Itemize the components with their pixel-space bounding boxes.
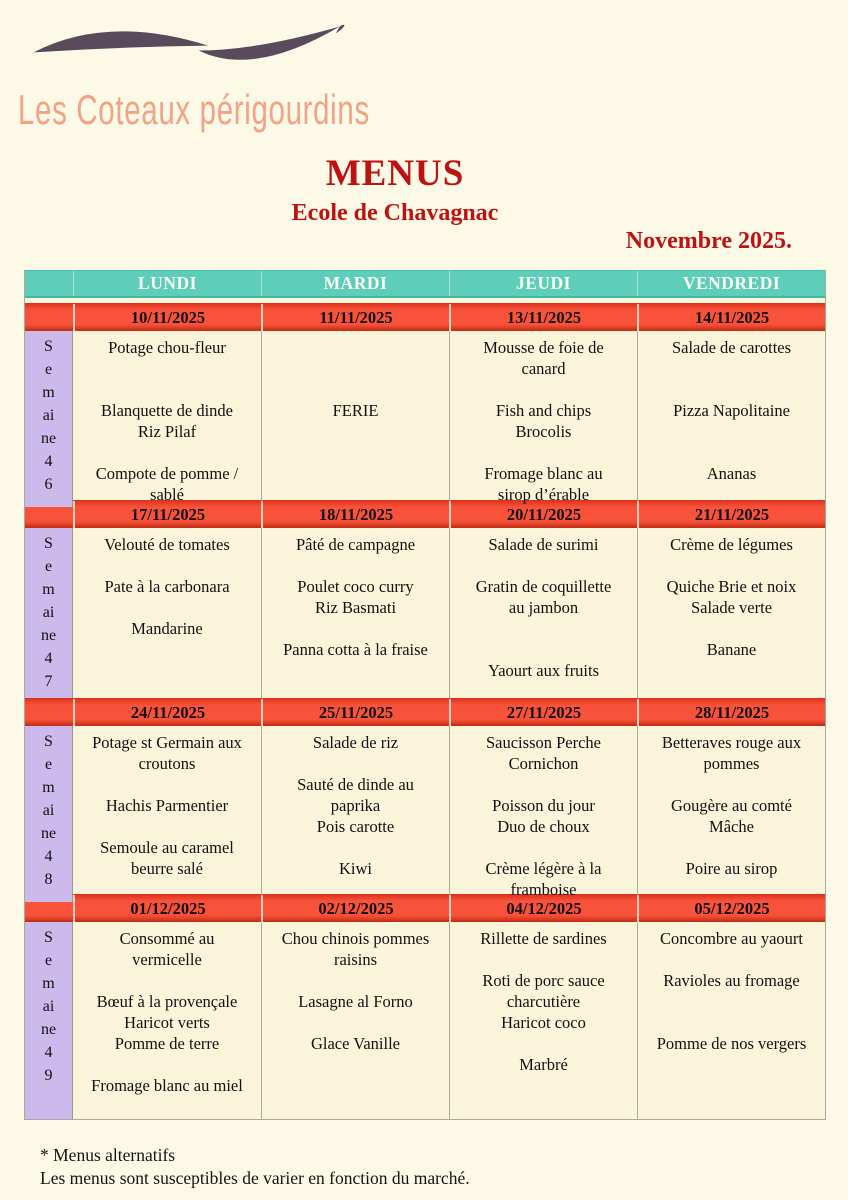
footer-note-disclaimer: Les menus sont susceptibles de varier en fonction du marché. (40, 1168, 470, 1188)
day-header-jeudi: JEUDI (449, 271, 637, 296)
menu-blank-line (265, 555, 446, 576)
menu-cell (449, 726, 637, 902)
menu-item-line: Pois carotte (316, 817, 395, 836)
menu-item-line: Ananas (706, 464, 757, 483)
date-cell: 27/11/2025 (449, 699, 637, 726)
menu-cell (637, 331, 825, 507)
menu-cell (449, 922, 637, 1119)
date-row (25, 500, 825, 528)
menu-item-line: Ravioles au fromage (663, 971, 800, 990)
menu-blank-line (453, 379, 634, 400)
week-label (25, 331, 73, 507)
date-cell: 13/11/2025 (449, 304, 637, 331)
menu-cell (73, 528, 261, 698)
menu-item-line: Salade de riz (312, 733, 399, 752)
date-row (25, 303, 825, 331)
menu-cell (637, 528, 825, 698)
week-label-line: 4 (44, 453, 53, 470)
menu-item-line: canard (521, 359, 566, 378)
menu-item-line: Yaourt aux fruits (487, 661, 600, 680)
menu-blank-line (453, 774, 634, 795)
menu-item-line: Crème de légumes (670, 535, 793, 554)
menu-item-line: Lasagne al Forno (298, 992, 413, 1011)
menu-cell (73, 922, 261, 1119)
week-label-line: 4 (44, 1044, 53, 1061)
menu-blank-line (76, 597, 258, 618)
menu-item-line: sablé (150, 485, 184, 504)
date-corner-cell (25, 501, 73, 528)
menu-blank-line (641, 421, 822, 442)
week-label-line: S (44, 535, 53, 552)
date-cell: 18/11/2025 (261, 501, 449, 528)
week-label-line: 4 (44, 848, 53, 865)
menu-item-line: Chou chinois pommes (281, 929, 430, 948)
menu-item-line: Bœuf à la provençale (96, 992, 238, 1011)
menu-item-line: Haricot verts (124, 1013, 210, 1032)
menu-item-line: Mousse de foie de (483, 338, 604, 357)
menu-item-line: Rillette de sardines (480, 929, 607, 948)
day-header-lundi: LUNDI (73, 271, 261, 296)
menu-blank-line (76, 442, 258, 463)
menu-blank-line (641, 358, 822, 379)
week-label-line: e (44, 952, 53, 969)
menu-item-line: framboise (510, 880, 577, 899)
day-header-mardi: MARDI (261, 271, 449, 296)
date-cell: 14/11/2025 (637, 304, 825, 331)
date-cell: 11/11/2025 (261, 304, 449, 331)
week-label-line: m (42, 779, 55, 796)
menu-item-line: Marbré (519, 1055, 568, 1074)
week-label-line: ai (42, 802, 55, 819)
menu-item-line: Panna cotta à la fraise (283, 640, 428, 659)
menu-blank-line (453, 555, 634, 576)
menu-item-line: sirop d’érable (497, 485, 590, 504)
menu-item-line: Betteraves rouge aux (661, 733, 802, 752)
week-label-line: e (44, 756, 53, 773)
week-label-line: ne (40, 627, 57, 644)
day-header-row (25, 270, 825, 298)
menu-blank-line (641, 774, 822, 795)
menu-blank-line (453, 618, 634, 639)
menu-item-line: Riz Pilaf (137, 422, 197, 441)
menu-item-line: Duo de choux (497, 817, 590, 836)
menu-item-line: Hachis Parmentier (105, 796, 229, 815)
menu-cell (261, 726, 449, 902)
menu-item-line: Pomme de terre (114, 1034, 220, 1053)
week-label-line: ai (42, 407, 55, 424)
menu-blank-line (76, 774, 258, 795)
menu-item-line: Saucisson Perche (485, 733, 602, 752)
week-label-line: S (44, 338, 53, 355)
menu-item-line: FERIE (332, 401, 379, 420)
menu-blank-line (76, 555, 258, 576)
week-label (25, 528, 73, 698)
week-label-line: ne (40, 430, 57, 447)
menu-item-line: Brocolis (515, 422, 572, 441)
page-title: MENUS (325, 153, 465, 194)
logo-swoosh-icon (30, 14, 348, 86)
week-content-row (25, 528, 825, 698)
menu-table (24, 270, 826, 1120)
logo (18, 14, 521, 134)
menu-cell (637, 726, 825, 902)
header-corner-cell (25, 271, 73, 296)
footer-notes (40, 1144, 470, 1190)
week-label-line: m (42, 975, 55, 992)
date-cell: 28/11/2025 (637, 699, 825, 726)
menu-item-line: Fromage blanc au (484, 464, 603, 483)
menu-item-line: croutons (138, 754, 196, 773)
menu-item-line: Glace Vanille (310, 1034, 401, 1053)
menu-item-line: Velouté de tomates (104, 535, 230, 554)
menu-cell (261, 528, 449, 698)
menu-cell (73, 331, 261, 507)
menu-blank-line (76, 816, 258, 837)
menu-item-line: Poisson du jour (492, 796, 595, 815)
menu-cell (73, 726, 261, 902)
date-cell: 05/12/2025 (637, 895, 825, 922)
date-corner-cell (25, 304, 73, 331)
menu-item-line: Consommé au (119, 929, 215, 948)
menu-item-line: Concombre au yaourt (660, 929, 803, 948)
menu-blank-line (641, 618, 822, 639)
date-corner-cell (25, 699, 73, 726)
week-label-line: 6 (44, 476, 53, 493)
menu-item-line: Sauté de dinde au (297, 775, 414, 794)
period-label: Novembre 2025. (625, 228, 792, 254)
footer-note-alternative: * Menus alternatifs (40, 1145, 176, 1165)
menu-item-line: vermicelle (132, 950, 202, 969)
menu-blank-line (76, 358, 258, 379)
date-cell: 17/11/2025 (73, 501, 261, 528)
menu-item-line: Riz Basmati (314, 598, 397, 617)
menu-item-line: Pomme de nos vergers (656, 1034, 807, 1053)
menu-blank-line (453, 837, 634, 858)
menu-blank-line (265, 358, 446, 379)
week-label-line: ne (40, 1021, 57, 1038)
menu-blank-line (76, 970, 258, 991)
menu-blank-line (641, 837, 822, 858)
logo-wordmark: Les Coteaux périgourdins (18, 86, 370, 133)
menu-blank-line (265, 970, 446, 991)
menu-item-line: au jambon (508, 598, 579, 617)
menu-cell (261, 331, 449, 507)
menu-item-line: Salade verte (690, 598, 773, 617)
menu-item-line: Quiche Brie et noix (666, 577, 797, 596)
week-label-line: S (44, 929, 53, 946)
week-label (25, 922, 73, 1119)
school-subtitle: Ecole de Chavagnac (291, 200, 499, 226)
week-label-line: 9 (44, 1067, 53, 1084)
date-cell: 10/11/2025 (73, 304, 261, 331)
menu-item-line: Banane (706, 640, 757, 659)
menu-cell (449, 528, 637, 698)
menu-item-line: Salade de surimi (488, 535, 599, 554)
menu-item-line: charcutière (506, 992, 581, 1011)
date-row (25, 894, 825, 922)
day-header-vendredi: VENDREDI (637, 271, 825, 296)
menu-item-line: beurre salé (131, 859, 203, 878)
week-label-line: ai (42, 604, 55, 621)
menu-item-line: Salade de carottes (671, 338, 792, 357)
menu-blank-line (76, 1054, 258, 1075)
menu-item-line: Gratin de coquillette (475, 577, 612, 596)
menu-blank-line (265, 1012, 446, 1033)
date-cell: 04/12/2025 (449, 895, 637, 922)
menu-item-line: Cornichon (508, 754, 579, 773)
menu-blank-line (641, 555, 822, 576)
menu-item-line: Poire au sirop (685, 859, 778, 878)
menu-cell (449, 331, 637, 507)
menu-item-line: Potage st Germain aux (92, 733, 242, 752)
date-row (25, 698, 825, 726)
menu-item-line: Potage chou-fleur (108, 338, 226, 357)
date-cell: 02/12/2025 (261, 895, 449, 922)
menu-item-line: Semoule au caramel (100, 838, 234, 857)
date-cell: 21/11/2025 (637, 501, 825, 528)
menu-item-line: Pâté de campagne (295, 535, 416, 554)
menu-item-line: raisins (333, 950, 378, 969)
week-label-line: ne (40, 825, 57, 842)
week-label-line: 4 (44, 650, 53, 667)
menu-item-line: Pate à la carbonara (104, 577, 230, 596)
menu-blank-line (641, 1012, 822, 1033)
menu-item-line: Compote de pomme / (95, 464, 239, 483)
menu-blank-line (453, 639, 634, 660)
week-label-line: e (44, 558, 53, 575)
menu-item-line: Roti de porc sauce (482, 971, 605, 990)
week-label-line: S (44, 733, 53, 750)
menu-blank-line (453, 1033, 634, 1054)
menu-blank-line (265, 618, 446, 639)
menu-item-line: Mâche (709, 817, 754, 836)
menu-item-line: Crème légère à la (485, 859, 602, 878)
date-cell: 01/12/2025 (73, 895, 261, 922)
menu-blank-line (641, 379, 822, 400)
menu-cell (261, 922, 449, 1119)
date-cell: 25/11/2025 (261, 699, 449, 726)
week-label (25, 726, 73, 902)
menu-blank-line (76, 379, 258, 400)
week-label-line: m (42, 384, 55, 401)
menu-blank-line (265, 337, 446, 358)
week-content-row (25, 726, 825, 899)
menu-blank-line (453, 442, 634, 463)
date-cell: 20/11/2025 (449, 501, 637, 528)
week-content-row (25, 331, 825, 504)
menu-item-line: paprika (330, 796, 381, 815)
week-label-line: 8 (44, 871, 53, 888)
menu-blank-line (641, 991, 822, 1012)
week-label-line: m (42, 581, 55, 598)
menu-blank-line (265, 753, 446, 774)
date-corner-cell (25, 895, 73, 922)
menu-blank-line (453, 949, 634, 970)
menu-item-line: Kiwi (339, 859, 372, 878)
menu-cell (637, 922, 825, 1119)
menu-item-line: Haricot coco (501, 1013, 586, 1032)
menu-item-line: Blanquette de dinde (101, 401, 233, 420)
menu-item-line: Mandarine (131, 619, 203, 638)
menu-blank-line (641, 442, 822, 463)
menu-item-line: pommes (703, 754, 760, 773)
date-cell: 24/11/2025 (73, 699, 261, 726)
menu-item-line: Fromage blanc au miel (91, 1076, 243, 1095)
menu-item-line: Pizza Napolitaine (673, 401, 790, 420)
week-content-row (25, 922, 825, 1119)
menu-blank-line (265, 379, 446, 400)
menu-blank-line (641, 949, 822, 970)
week-label-line: 7 (44, 673, 53, 690)
menu-item-line: Gougère au comté (671, 796, 792, 815)
menu-blank-line (265, 837, 446, 858)
week-label-line: ai (42, 998, 55, 1015)
week-label-line: e (44, 361, 53, 378)
menu-item-line: Fish and chips (495, 401, 592, 420)
menu-item-line: Poulet coco curry (297, 577, 414, 596)
